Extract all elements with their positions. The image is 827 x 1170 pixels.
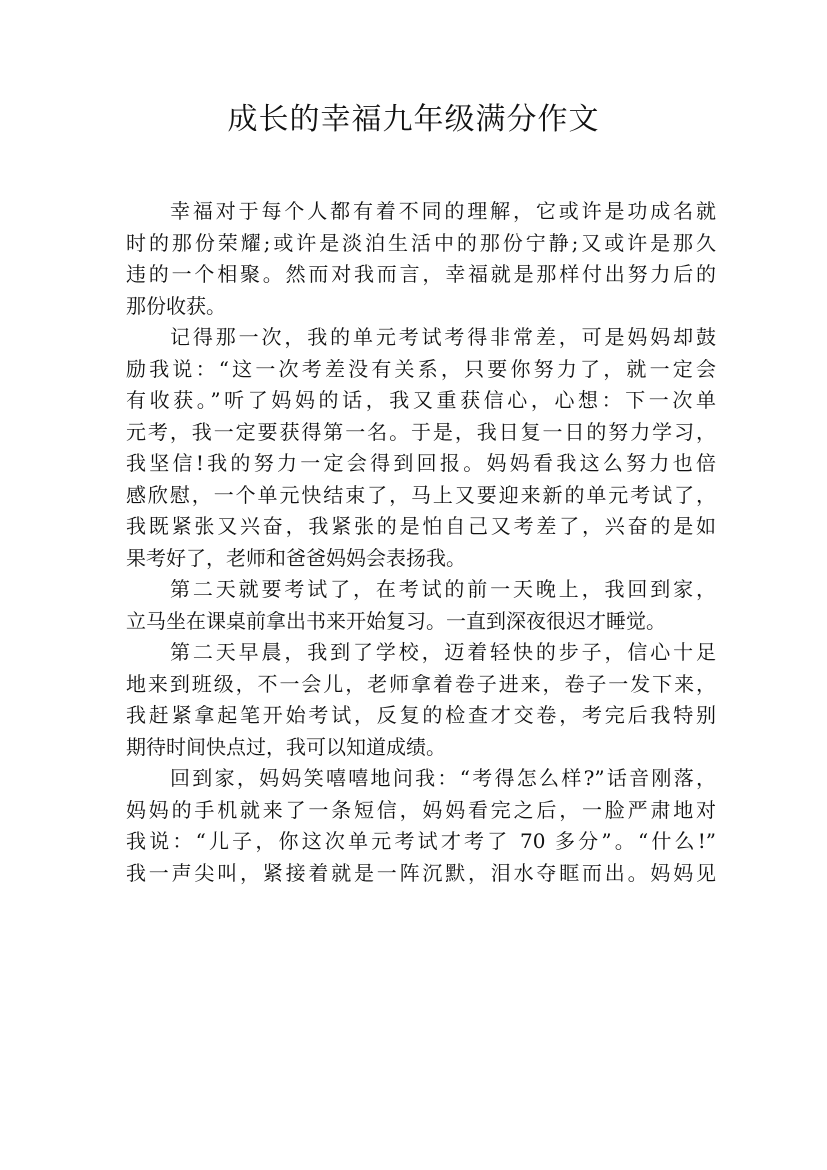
text-line: 立马坐在课桌前拿出书来开始复习。一直到深夜很迟才睡觉。 [126, 608, 666, 633]
text-line: 地来到班级，不一会儿，老师拿着卷子进来，卷子一发下来， [126, 671, 716, 696]
document-title: 成长的幸福九年级满分作文 [227, 102, 600, 137]
text-line: 感欣慰，一个单元快结束了，马上又要迎来新的单元考试了， [126, 482, 716, 507]
text-line: 我既紧张又兴奋，我紧张的是怕自己又考差了，兴奋的是如 [126, 514, 716, 538]
text-line: 我一声尖叫，紧接着就是一阵沉默，泪水夺眶而出。妈妈见 [126, 860, 716, 885]
text-line: 回到家，妈妈笑嘻嘻地问我：“考得怎么样?”话音刚落， [170, 766, 716, 790]
document-body [126, 196, 716, 889]
text-line: 第二天就要考试了，在考试的前一天晚上，我回到家， [170, 577, 716, 601]
paragraph-5 [126, 763, 716, 889]
text-line: 果考好了，老师和爸爸妈妈会表扬我。 [126, 545, 466, 570]
text-line: 元考，我一定要获得第一名。于是，我日复一日的努力学习， [126, 419, 716, 444]
text-line: 期待时间快点过，我可以知道成绩。 [126, 734, 446, 759]
text-line: 励我说：“这一次考差没有关系，只要你努力了，就一定会 [126, 356, 716, 381]
paragraph-2 [126, 322, 716, 574]
paragraph-1 [126, 196, 716, 322]
text-line: 第二天早晨，我到了学校，迈着轻快的步子，信心十足 [170, 640, 716, 664]
text-line: 时的那份荣耀;或许是淡泊生活中的那份宁静;又或许是那久 [126, 230, 716, 255]
text-line: 我说：“儿子，你这次单元考试才考了 70 多分”。“什么!” [126, 829, 716, 853]
text-line: 我坚信!我的努力一定会得到回报。妈妈看我这么努力也倍 [126, 451, 716, 475]
text-line: 违的一个相聚。然而对我而言，幸福就是那样付出努力后的 [126, 262, 716, 286]
paragraph-3 [126, 574, 716, 637]
text-line: 我赶紧拿起笔开始考试，反复的检查才交卷，考完后我特别 [126, 703, 716, 727]
text-line: 那份收获。 [126, 293, 226, 318]
text-line: 记得那一次，我的单元考试考得非常差，可是妈妈却鼓 [170, 325, 716, 349]
text-line: 妈妈的手机就来了一条短信，妈妈看完之后，一脸严肃地对 [126, 797, 716, 822]
text-line: 幸福对于每个人都有着不同的理解，它或许是功成名就 [170, 199, 716, 223]
text-line: 有收获。”听了妈妈的话，我又重获信心，心想：下一次单 [126, 388, 716, 412]
paragraph-4 [126, 637, 716, 763]
